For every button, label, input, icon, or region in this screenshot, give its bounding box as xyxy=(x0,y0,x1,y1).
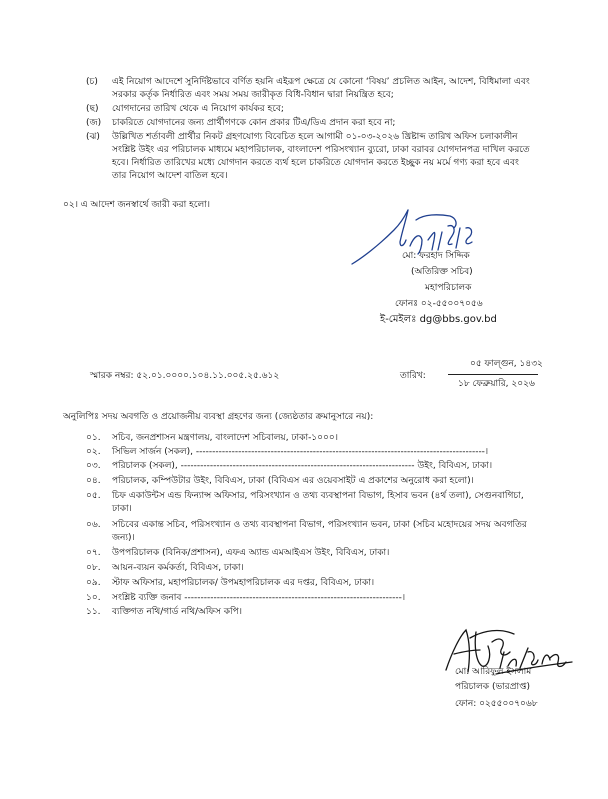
date-divider xyxy=(448,374,538,375)
director-phone: ফোন: ০২৫৫০০৭০৬৮ xyxy=(455,699,538,709)
copy-number: ০৮. xyxy=(86,563,101,573)
condition-text: চাকরিতে যোগদানের জন্য প্রার্থীগণকে কোন প্রকার টিএ/ডিএ প্রদান করা হবে না; xyxy=(112,118,396,128)
condition-marker: (জ) xyxy=(86,118,102,128)
para-02: ০২। এ আদেশ জনস্বার্থে জারী করা হলো। xyxy=(63,200,210,210)
copy-number: ০৪. xyxy=(86,476,101,486)
signatory-designation: মহাপরিচালক xyxy=(425,283,472,293)
date-label: তারিখ: xyxy=(400,371,426,381)
copy-item: আয়ন-ব্যয়ন কর্মকর্তা, বিবিএস, ঢাকা। xyxy=(112,563,244,573)
copy-number: ০২. xyxy=(86,447,101,457)
condition-text: উল্লিখিত শর্তাবলী প্রার্থীর নিকট গ্রহণযোগ্য বিবেচিত হলে আগামী ০১-০৩-২০২৬ খ্রিষ্টাব্দ তারিখ অফিস চলাকালীন সংশ্লিষ্ট উইং এর পরিচালক মাধ্যমে মহাপরিচালক, বাংলাদেশ পরিসংখ্যান ব্যুরো, ঢাকা বরাবর যোগদানপত্র দাখিল করতে হবে। নির্ধারিত তারিখের মধ্যে যোগদান করতে ব্যর্থ হলে চাকরিতে যোগদান করতে ইচ্ছুক নয় মর্মে গণ্য করা হবে এবং তার নিয়োগ আদেশ বাতিল হবে। xyxy=(112,132,530,181)
copy-item: পরিচালক (সকল), ------------------------------------------------------------------------ উইং, বিবিএস, ঢাকা। xyxy=(112,461,493,471)
director-designation: পরিচালক (ভারপ্রাপ্ত) xyxy=(455,682,530,692)
copy-number: ০১. xyxy=(86,433,101,443)
copy-item: সংশ্লিষ্ট ব্যক্তি জনাব -------------------------------------------------------------------। xyxy=(112,593,406,603)
signatory-email: ই-মেইলঃ dg@bbs.gov.bd xyxy=(380,314,497,325)
copy-item: চিফ একাউন্টস এন্ড ফিন্যান্স অফিসার, পরিসংখ্যান ও তথ্য ব্যবস্থাপনা বিভাগ, হিসাব ভবন (৪র্থ তলা), সেগুনবাগিচা, ঢাকা। xyxy=(112,491,524,514)
condition-marker: (ছ) xyxy=(86,104,99,114)
copy-item: সিভিল সার্জন (সকল), -----------------------------------------------------------------------------------------। xyxy=(112,447,489,457)
condition-text: এই নিয়োগ আদেশে সুনির্দিষ্টভাবে বর্ণিত হয়নি এইরূপ ক্ষেত্রে যে কোনো ‘বিষয়’ প্রচলিত আইন, আদেশ, বিধিমালা এবং সরকার কর্তৃক নির্ধারিত এবং সময় সময় জারীকৃত বিধি-বিধান দ্বারা নিয়ন্ত্রিত হবে; xyxy=(112,77,530,100)
copy-item: ব্যক্তিগত নথি/গার্ড নথি/অফিস কপি। xyxy=(112,607,243,617)
copy-item: স্টাফ অফিসার, মহাপরিচালক/ উপমহাপরিচালক এর দপ্তর, বিবিএস, ঢাকা। xyxy=(112,578,375,588)
memo-number: স্মারক নম্বর: ৫২.০১.০০০০.১০৪.১১.০০৫.২৫.৬১২ xyxy=(90,371,280,381)
copy-number: ০৫. xyxy=(86,491,101,501)
copy-item: সচিব, জনপ্রশাসন মন্ত্রণালয়, বাংলাদেশ সচিবালয়, ঢাকা-১০০০। xyxy=(112,433,338,443)
copy-heading: অনুলিপিঃ সদয় অবগতি ও প্রয়োজনীয় ব্যবস্থা গ্রহণের জন্য (জ্যেষ্ঠতার ক্রমানুসারে নয়): xyxy=(63,412,374,422)
signatory-phone: ফোনঃ ০২-৫৫০০৭০৫৬ xyxy=(395,299,483,309)
copy-number: ০৯. xyxy=(86,578,101,588)
copy-item: সচিবের একান্ত সচিব, পরিসংখ্যান ও তথ্য ব্যবস্থাপনা বিভাগ, পরিসংখ্যান ভবন, ঢাকা (সচিব মহোদয়ের সদয় অবগতির জন্য)। xyxy=(112,520,527,543)
copy-item: উপপরিচালক (বিনিক/প্রশাসন), এফএ অ্যান্ড এমআইএস উইং, বিবিএস, ঢাকা। xyxy=(112,548,390,558)
copy-item: পরিচালক, কম্পিউটার উইং, বিবিএস, ঢাকা (বিবিএস এর ওয়েবসাইট এ প্রকাশের অনুরোধ করা হলো)। xyxy=(112,476,474,486)
copy-number: ০৬. xyxy=(86,520,101,530)
copy-number: ১১. xyxy=(86,607,101,617)
copy-number: ০৭. xyxy=(86,548,101,558)
condition-marker: (ঝ) xyxy=(86,132,100,142)
copy-number: ১০. xyxy=(86,593,101,603)
director-name: মো: আরিফুল ইসলাম xyxy=(455,667,532,677)
signatory-rank: (অতিরিক্ত সচিব) xyxy=(411,267,473,277)
date-bangla: ০৫ ফাল্গুন, ১৪৩২ xyxy=(470,359,543,369)
copy-number: ০৩. xyxy=(86,461,101,471)
condition-marker: (চ) xyxy=(86,77,98,87)
signatory-name: মো: ফরহাদ সিদ্দিক xyxy=(402,251,470,261)
condition-text: যোগদানের তারিখ থেকে এ নিয়োগ কার্যকর হবে; xyxy=(112,104,284,114)
date-gregorian: ১৮ ফেব্রুয়ারি, ২০২৬ xyxy=(458,379,535,389)
